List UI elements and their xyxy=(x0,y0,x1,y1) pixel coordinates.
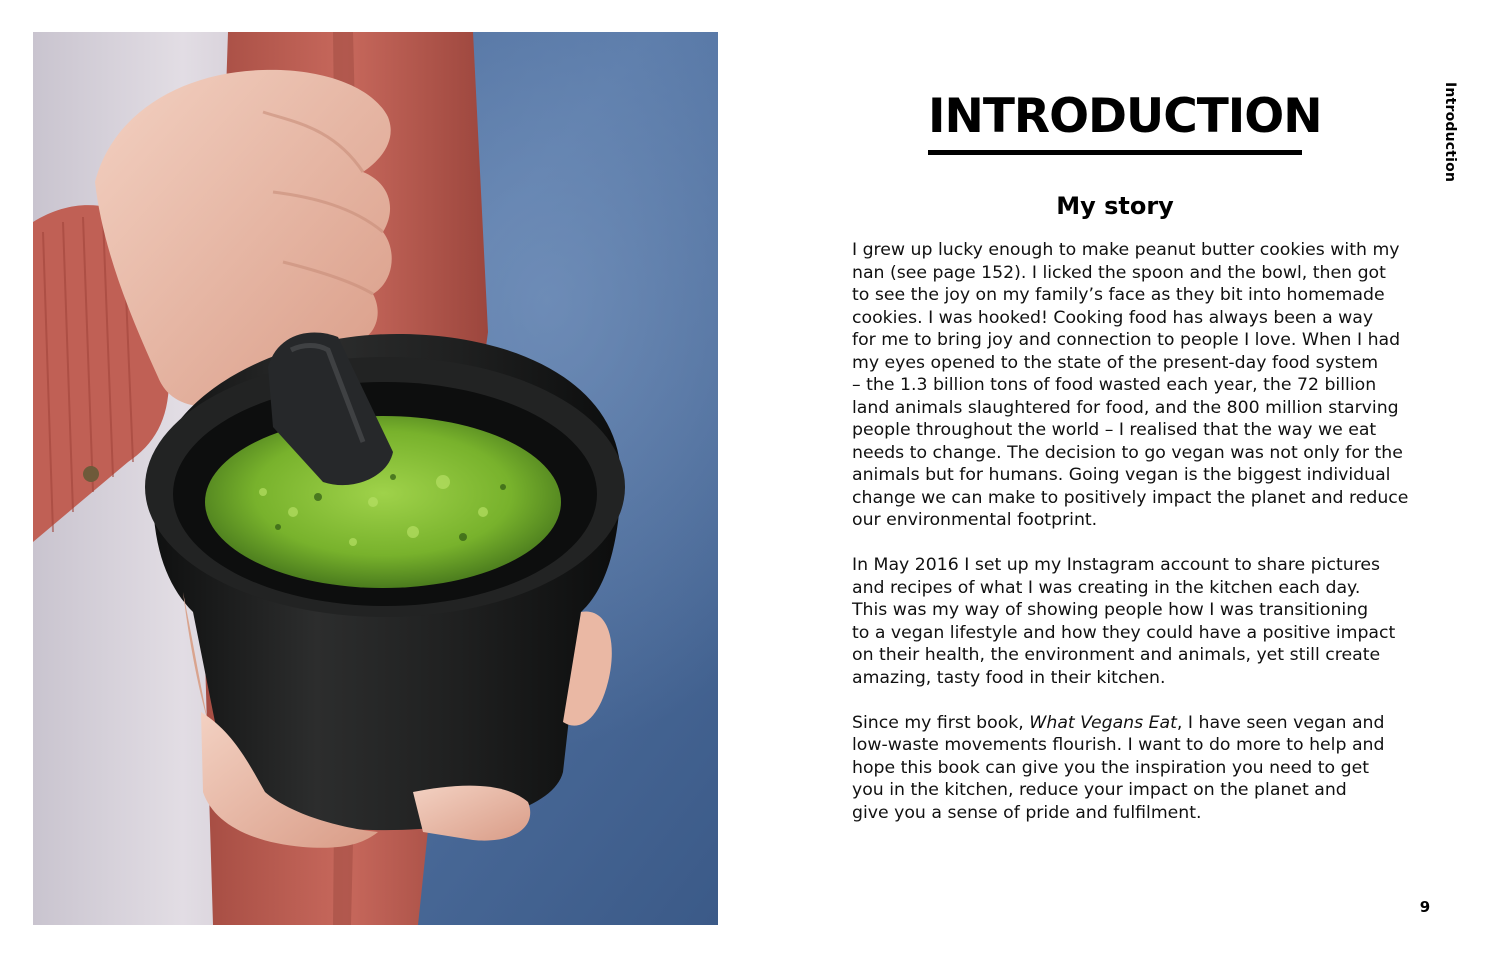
paragraph-3 xyxy=(852,712,1385,825)
text-line: animals but for humans. Going vegan is the biggest individual xyxy=(852,465,1391,485)
text-line: for me to bring joy and connection to people I love. When I had xyxy=(852,330,1401,350)
page-heading: INTRODUCTION xyxy=(928,89,1322,144)
text-run: Since my first book, xyxy=(852,712,1030,733)
text-line: nan (see page 152). I licked the spoon and the bowl, then got xyxy=(852,262,1386,283)
section-tab: Introduction xyxy=(1442,82,1458,183)
text-line xyxy=(852,712,1385,735)
text-line: on their health, the environment and animals, yet still create xyxy=(852,645,1381,665)
text-line: give you a sense of pride and fulfilment. xyxy=(852,802,1202,823)
paragraph-1 xyxy=(852,239,1409,532)
text-line: – the 1.3 billion tons of food wasted each year, the 72 billion xyxy=(852,375,1377,395)
text-line: people throughout the world – I realised that the way we eat xyxy=(852,420,1377,440)
text-line: I grew up lucky enough to make peanut butter cookies with my xyxy=(852,240,1400,260)
text-line: low-waste movements flourish. I want to do more to help and xyxy=(852,735,1385,755)
text-line: change we can make to positively impact the planet and reduce xyxy=(852,487,1409,508)
paragraph-2 xyxy=(852,554,1396,689)
text-line: needs to change. The decision to go vegan was not only for the xyxy=(852,442,1403,463)
text-line: you in the kitchen, reduce your impact on the planet and xyxy=(852,780,1347,800)
heading-underline xyxy=(928,150,1302,155)
text-line: to see the joy on my family’s face as they bit into homemade xyxy=(852,285,1385,305)
text-run: , I have seen vegan and xyxy=(1176,712,1385,733)
text-line: my eyes opened to the state of the present-day food system xyxy=(852,352,1379,373)
book-title: What Vegans Eat xyxy=(1029,712,1177,733)
text-line: to a vegan lifestyle and how they could have a positive impact xyxy=(852,622,1396,643)
page-number: 9 xyxy=(1419,898,1431,916)
text-line: land animals slaughtered for food, and the 800 million starving xyxy=(852,397,1399,418)
text-line: cookies. I was hooked! Cooking food has always been a way xyxy=(852,307,1374,328)
text-line: our environmental footprint. xyxy=(852,510,1098,530)
pesto-mortar-photo xyxy=(33,32,718,925)
text-line: This was my way of showing people how I was transitioning xyxy=(852,600,1369,620)
subheading: My story xyxy=(1056,192,1174,220)
text-line: hope this book can give you the inspiration you need to get xyxy=(852,757,1369,778)
body-text xyxy=(852,239,1409,824)
text-line: In May 2016 I set up my Instagram account to share pictures xyxy=(852,555,1381,575)
text-line: and recipes of what I was creating in the kitchen each day. xyxy=(852,577,1361,598)
text-line: amazing, tasty food in their kitchen. xyxy=(852,667,1166,688)
